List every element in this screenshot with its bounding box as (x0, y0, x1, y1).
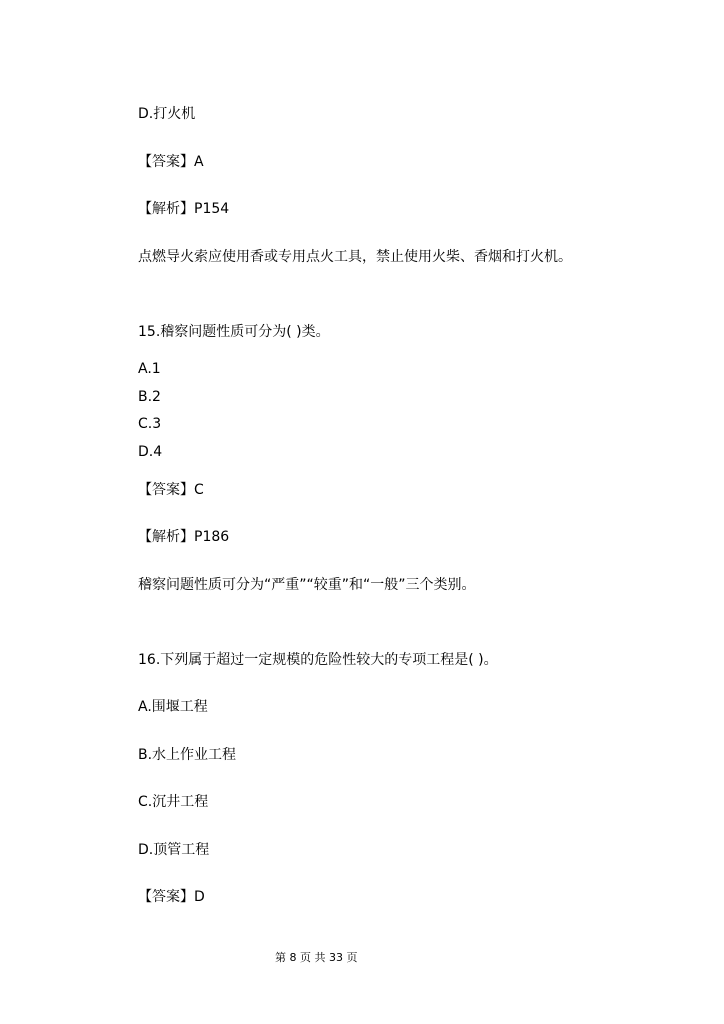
q16-option-a: A.围堰工程 (138, 699, 208, 715)
q15-option-c: C.3 (138, 416, 162, 432)
q16-option-b: B.水上作业工程 (138, 747, 237, 763)
page-number: 第 8 页 共 33 页 (275, 951, 358, 964)
q15-option-a: A.1 (138, 361, 161, 377)
q16-question: 16.下列属于超过一定规模的危险性较大的专项工程是( )。 (138, 652, 498, 668)
q15-question: 15.稽察问题性质可分为( )类。 (138, 324, 330, 340)
q14-analysis-text: 点燃导火索应使用香或专用点火工具，禁止使用火柴、香烟和打火机。 (138, 249, 572, 265)
q16-option-c: C.沉井工程 (138, 794, 209, 810)
q15-answer: 【答案】C (138, 482, 204, 498)
q16-option-d: D.顶管工程 (138, 842, 210, 858)
q14-answer: 【答案】A (138, 154, 204, 170)
q15-analysis-text: 稽察问题性质可分为“严重”“较重”和“一般”三个类别。 (138, 577, 476, 593)
q15-option-b: B.2 (138, 389, 161, 405)
q14-analysis-ref: 【解析】P154 (138, 201, 230, 217)
q15-analysis-ref: 【解析】P186 (138, 529, 230, 545)
q15-option-d: D.4 (138, 444, 163, 460)
q16-answer: 【答案】D (138, 889, 205, 905)
q14-option-d: D.打火机 (138, 106, 196, 122)
